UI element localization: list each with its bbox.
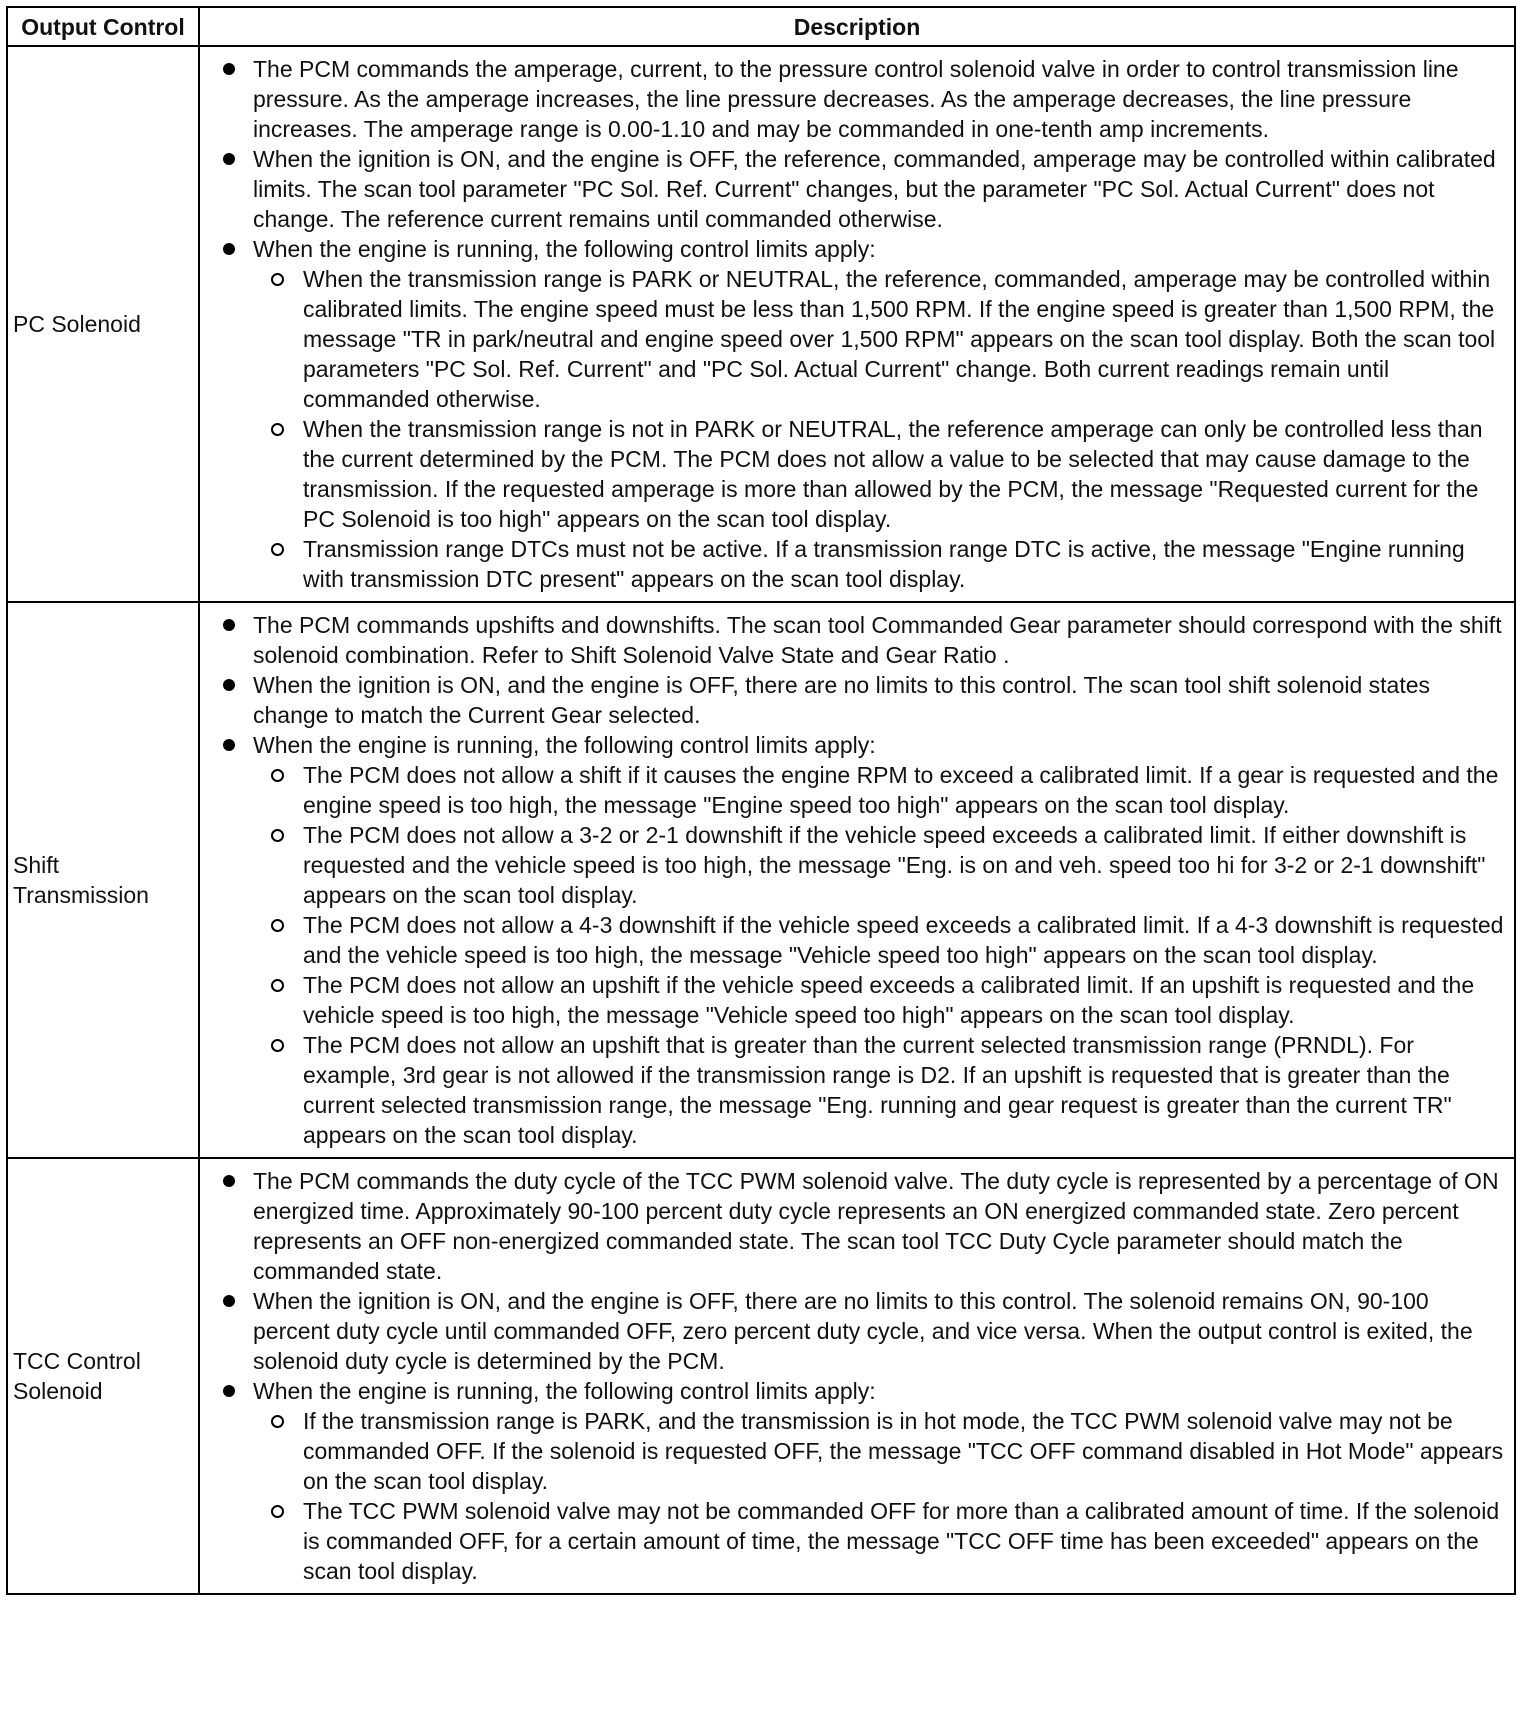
control-limits-list [253,1406,1508,1586]
table-header-row [7,7,1515,46]
output-control-label: Shift Transmission [7,602,199,1158]
control-limits-list [253,264,1508,594]
hollow-bullet-icon [271,543,284,556]
filled-bullet-icon [223,619,235,631]
description-item [220,234,1508,594]
description-item [220,1286,1508,1376]
description-item [220,670,1508,730]
control-limit-text: The PCM does not allow an upshift if the vehicle speed exceeds a calibrated limit. If an upshift is requested and the vehicle speed is too high, the message "Vehicle speed too high" appears on the scan tool display. [303,972,1475,1028]
control-limit-text: The TCC PWM solenoid valve may not be commanded OFF for more than a calibrated amount of time. If the solenoid is commanded OFF, for a certain amount of time, the message "TCC OFF time has been exceeded" appears on the scan tool display. [303,1498,1500,1584]
hollow-bullet-icon [271,1415,284,1428]
filled-bullet-icon [223,1175,235,1187]
table-row [7,602,1515,1158]
filled-bullet-icon [223,679,235,691]
description-item [220,54,1508,144]
description-item [220,1166,1508,1286]
hollow-bullet-icon [271,829,284,842]
output-control-label: PC Solenoid [7,46,199,602]
control-limit-item [253,1030,1508,1150]
description-text: When the engine is running, the following control limits apply: [253,236,876,262]
description-text: The PCM commands upshifts and downshifts. The scan tool Commanded Gear parameter should correspond with the shift solenoid combination. Refer to Shift Solenoid Valve State and Gear Ratio . [253,612,1502,668]
description-item [220,610,1508,670]
table-body [7,46,1515,1594]
control-limit-item [253,820,1508,910]
control-limit-item [253,264,1508,414]
control-limit-item [253,414,1508,534]
output-control-table [6,6,1516,1595]
description-item [220,730,1508,1150]
description-cell [199,1158,1515,1594]
description-cell [199,602,1515,1158]
table-row [7,1158,1515,1594]
filled-bullet-icon [223,1385,235,1397]
description-text: When the ignition is ON, and the engine is OFF, the reference, commanded, amperage may be controlled within calibrated limits. The scan tool parameter "PC Sol. Ref. Current" changes, but the parameter "PC Sol. Actual Current" does not change. The reference current remains until commanded otherwise. [253,146,1496,232]
table-row [7,46,1515,602]
description-item [220,144,1508,234]
hollow-bullet-icon [271,919,284,932]
control-limit-text: When the transmission range is not in PARK or NEUTRAL, the reference amperage can only be controlled less than the current determined by the PCM. The PCM does not allow a value to be selected that may cause damage to the transmission. If the requested amperage is more than allowed by the PCM, the message "Requested current for the PC Solenoid is too high" appears on the scan tool display. [303,416,1483,532]
control-limit-item [253,1406,1508,1496]
description-list [220,610,1508,1150]
control-limit-item [253,1496,1508,1586]
filled-bullet-icon [223,63,235,75]
control-limit-text: The PCM does not allow a shift if it causes the engine RPM to exceed a calibrated limit. If a gear is requested and the engine speed is too high, the message "Engine speed too high" appears on the scan tool display. [303,762,1499,818]
description-text: The PCM commands the amperage, current, to the pressure control solenoid valve in order to control transmission line pressure. As the amperage increases, the line pressure decreases. As the amperage decreases, the line pressure increases. The amperage range is 0.00-1.10 and may be commanded in one-tenth amp increments. [253,56,1459,142]
control-limit-text: The PCM does not allow a 4-3 downshift if the vehicle speed exceeds a calibrated limit. If a 4-3 downshift is requested and the vehicle speed is too high, the message "Vehicle speed too high" appears on the scan tool display. [303,912,1504,968]
control-limit-item [253,910,1508,970]
hollow-bullet-icon [271,423,284,436]
filled-bullet-icon [223,739,235,751]
hollow-bullet-icon [271,273,284,286]
control-limit-item [253,760,1508,820]
hollow-bullet-icon [271,1505,284,1518]
filled-bullet-icon [223,153,235,165]
control-limit-item [253,970,1508,1030]
description-cell [199,46,1515,602]
output-control-label: TCC Control Solenoid [7,1158,199,1594]
hollow-bullet-icon [271,979,284,992]
description-text: The PCM commands the duty cycle of the TCC PWM solenoid valve. The duty cycle is represented by a percentage of ON energized time. Approximately 90-100 percent duty cycle represents an ON energized commanded state. Zero percent represents an OFF non-energized commanded state. The scan tool TCC Duty Cycle parameter should match the commanded state. [253,1168,1499,1284]
description-text: When the engine is running, the following control limits apply: [253,1378,876,1404]
filled-bullet-icon [223,243,235,255]
control-limit-text: If the transmission range is PARK, and the transmission is in hot mode, the TCC PWM solenoid valve may not be commanded OFF. If the solenoid is requested OFF, the message "TCC OFF command disabled in Hot Mode" appears on the scan tool display. [303,1408,1504,1494]
description-list [220,1166,1508,1586]
description-text: When the engine is running, the following control limits apply: [253,732,876,758]
control-limits-list [253,760,1508,1150]
output-control-document [6,6,1514,1595]
description-text: When the ignition is ON, and the engine is OFF, there are no limits to this control. The scan tool shift solenoid states change to match the Current Gear selected. [253,672,1431,728]
hollow-bullet-icon [271,769,284,782]
control-limit-item [253,534,1508,594]
header-output-control: Output Control [7,7,199,46]
header-description: Description [199,7,1515,46]
hollow-bullet-icon [271,1039,284,1052]
description-text: When the ignition is ON, and the engine is OFF, there are no limits to this control. The solenoid remains ON, 90-100 percent duty cycle until commanded OFF, zero percent duty cycle, and vice versa. When the output control is exited, the solenoid duty cycle is determined by the PCM. [253,1288,1473,1374]
control-limit-text: Transmission range DTCs must not be active. If a transmission range DTC is active, the message "Engine running with transmission DTC present" appears on the scan tool display. [303,536,1465,592]
control-limit-text: The PCM does not allow a 3-2 or 2-1 downshift if the vehicle speed exceeds a calibrated limit. If either downshift is requested and the vehicle speed is too high, the message "Eng. is on and veh. speed too hi for 3-2 or 2-1 downshift" appears on the scan tool display. [303,822,1486,908]
description-list [220,54,1508,594]
control-limit-text: When the transmission range is PARK or NEUTRAL, the reference, commanded, amperage may be controlled within calibrated limits. The engine speed must be less than 1,500 RPM. If the engine speed is greater than 1,500 RPM, the message "TR in park/neutral and engine speed over 1,500 RPM" appears on the scan tool display. Both the scan tool parameters "PC Sol. Ref. Current" and "PC Sol. Actual Current" change. Both current readings remain until commanded otherwise. [303,266,1496,412]
filled-bullet-icon [223,1295,235,1307]
description-item [220,1376,1508,1586]
control-limit-text: The PCM does not allow an upshift that is greater than the current selected transmission range (PRNDL). For example, 3rd gear is not allowed if the transmission range is D2. If an upshift is requested that is greater than the current selected transmission range, the message "Eng. running and gear request is greater than the current TR" appears on the scan tool display. [303,1032,1452,1148]
